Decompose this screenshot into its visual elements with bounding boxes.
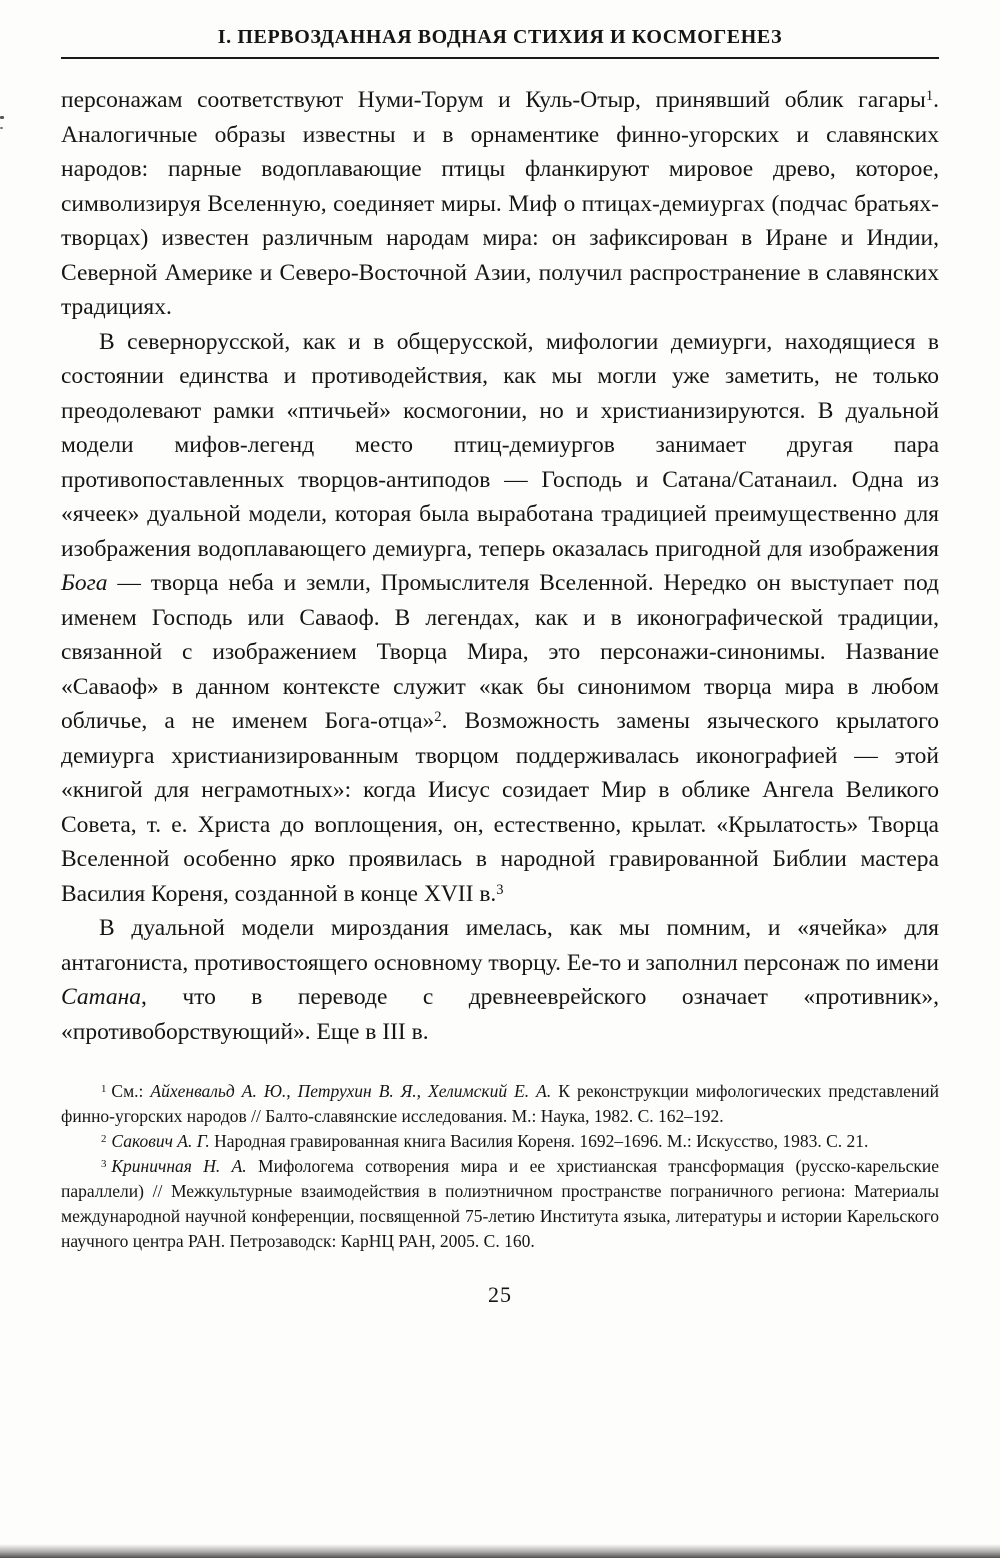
text-run: В севернорусской, как и в общерусской, мифологии демиурги, находящиеся в состоянии единства и противодействия, как мы могли уже заметить, не только преодолевают рамки «птичьей» космогонии, но и христианизируются. В дуальной модели мифов-легенд место птиц-демиургов занимает другая пара противопоставленных творцов-антиподов — Господь и Сатана/Сатанаил. Одна из «ячеек» дуальной модели, которая была выработана традицией преимущественно для изображения водоплавающего демиурга, теперь оказалась пригодной для изображения bbox=[61, 328, 939, 562]
page-number: 25 bbox=[488, 1282, 512, 1307]
text-run: См.: bbox=[111, 1081, 151, 1101]
page-body bbox=[61, 83, 939, 1049]
text-run: К реконструкции мифологических представлений финно-угорских народов // Балто-славянские исследования. М.: Наука, 1982. С. 162–192. bbox=[61, 1081, 939, 1126]
text-run: Мифологема сотворения мира и ее христианская трансформация (русско-карельские параллели) // Межкультурные взаимодействия в полиэтничном пространстве пограничного региона: Материалы международной научной конференции, посвященной 75-летию Института языка, литературы и истории Карельского научного центра РАН. Петрозаводск: КарНЦ РАН, 2005. С. 160. bbox=[61, 1156, 940, 1251]
footnote-marker-2: 2 bbox=[101, 1133, 107, 1146]
footnote-authors: Сакович А. Г. bbox=[111, 1131, 210, 1151]
text-run: В дуальной модели мироздания имелась, как мы помним, и «ячейка» для антагониста, противостоящего основному творцу. Ее-то и заполнил персонаж по имени bbox=[61, 915, 939, 976]
footnote-2 bbox=[61, 1129, 939, 1154]
page-footer bbox=[61, 1079, 939, 1308]
italic-term: Сатана bbox=[61, 984, 142, 1010]
text-run: Народная гравированная книга Василия Кореня. 1692–1696. М.: Искусство, 1983. С. 21. bbox=[209, 1131, 869, 1151]
footnote-marker-3: 3 bbox=[101, 1158, 107, 1171]
footnote-ref-2: 2 bbox=[434, 709, 442, 726]
scan-artifact bbox=[0, 127, 3, 129]
footnote-authors: Криничная Н. А. bbox=[111, 1156, 247, 1176]
footnote-marker-1: 1 bbox=[101, 1083, 107, 1096]
italic-term: Бога bbox=[61, 570, 108, 596]
footnotes-block bbox=[61, 1079, 939, 1254]
paragraph bbox=[61, 83, 939, 325]
footnote-1 bbox=[61, 1079, 939, 1129]
header-rule bbox=[61, 57, 939, 59]
paragraph bbox=[61, 911, 939, 1049]
text-run: персонажам соответствуют Нуми-Торум и Куль-Отыр, принявший облик гагары bbox=[61, 87, 926, 113]
paragraph bbox=[61, 325, 939, 912]
text-run: . Аналогичные образы известны и в орнаментике финно-угорских и славянских народов: парные водоплавающие птицы фланкируют мировое древо, которое, символизируя Вселенную, соединяет миры. Миф о птицах-демиургах (подчас братьях-творцах) известен различным народам мира: он зафиксирован в Иране и Индии, Северной Америке и Северо-Восточной Азии, получил распространение в славянских традициях. bbox=[61, 87, 939, 320]
text-run: — творца неба и земли, Промыслителя Вселенной. Нередко он выступает под именем Господь или Саваоф. В легендах, как и в иконографической традиции, связанной с изображением Творца Мира, это персонажи-синонимы. Название «Саваоф» в данном контексте служит «как бы синонимом творца мира в любом обличье, а не именем Бога-отца» bbox=[61, 570, 939, 734]
scan-edge-shadow bbox=[0, 1544, 1000, 1558]
text-run: , что в переводе с древнееврейского означает «противник», «противоборствующий». Еще в III в. bbox=[61, 984, 939, 1045]
footnote-3 bbox=[61, 1154, 939, 1254]
footnote-ref-3: 3 bbox=[496, 881, 504, 898]
text-run: . Возможность замены языческого крылатого демиурга христианизированным творцом поддерживалась иконографией — этой «книгой для неграмотных»: когда Иисус созидает Мир в облике Ангела Великого Совета, т. е. Христа до воплощения, он, естественно, крылат. «Крылатость» Творца Вселенной особенно ярко проявилась в народной гравированной Библии мастера Василия Кореня, созданной в конце XVII в. bbox=[61, 708, 939, 907]
footnote-ref-1: 1 bbox=[925, 88, 934, 105]
chapter-title: I. ПЕРВОЗДАННАЯ ВОДНАЯ СТИХИЯ И КОСМОГЕНЕЗ bbox=[217, 26, 783, 48]
footnote-authors: Айхенвальд А. Ю., Петрухин В. Я., Хелимский Е. А. bbox=[150, 1081, 552, 1101]
running-header bbox=[61, 20, 939, 59]
scan-artifact bbox=[0, 116, 4, 119]
